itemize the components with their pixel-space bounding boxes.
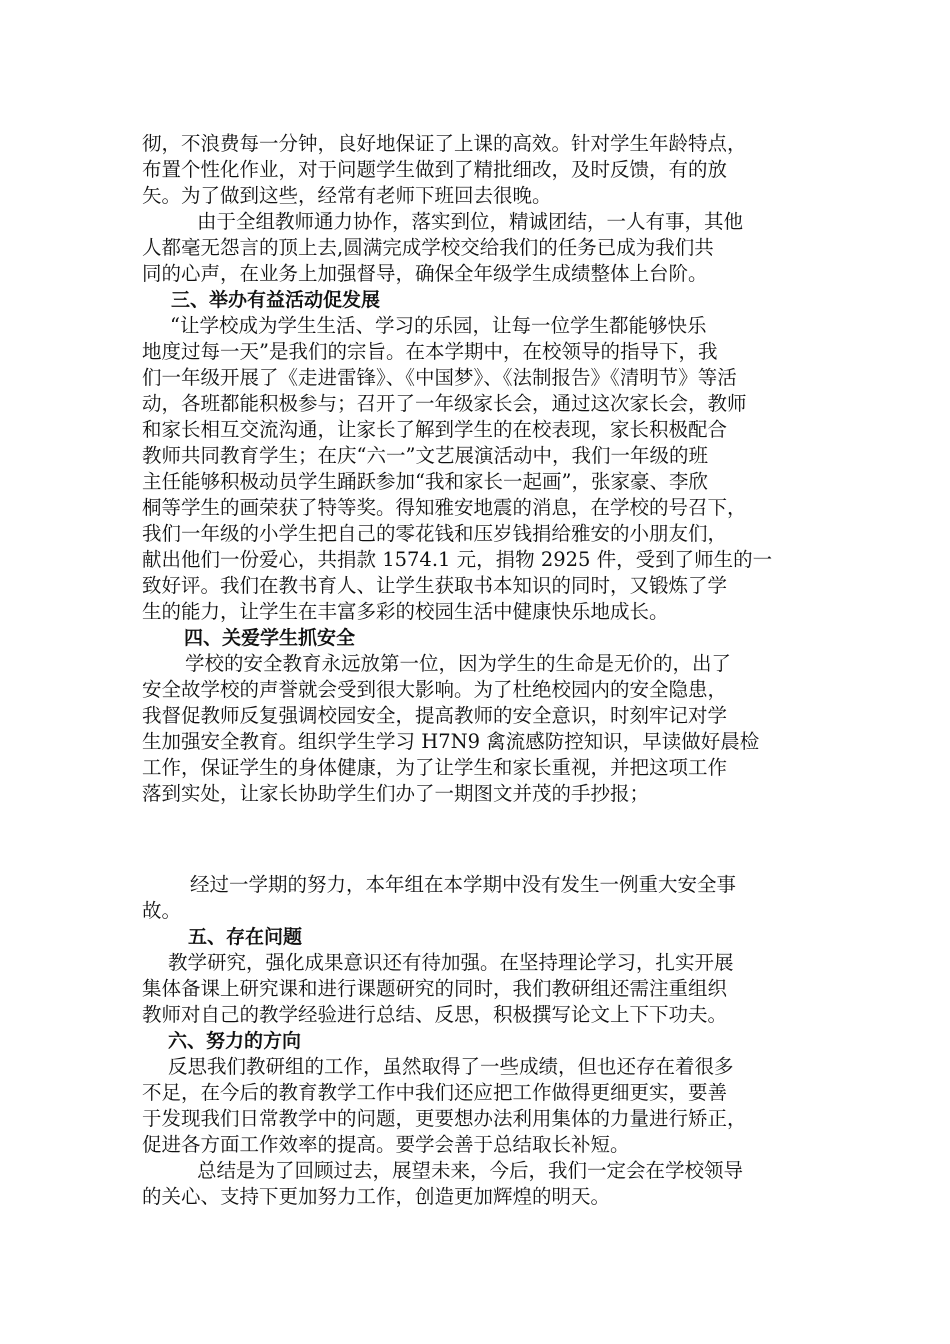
text-line: 主任能够积极动员学生踊跃参加“我和家长一起画”，张家豪、李欣: [142, 470, 708, 493]
section-heading: 五、存在问题: [188, 926, 303, 948]
text-line: 促进各方面工作效率的提高。要学会善于总结取长补短。: [142, 1133, 630, 1156]
text-line: 动，各班都能积极参与；召开了一年级家长会，通过这次家长会，教师: [142, 392, 747, 415]
text-line: 桐等学生的画荣获了特等奖。得知雅安地震的消息，在学校的号召下，: [142, 496, 747, 519]
text-line: 矢。为了做到这些，经常有老师下班回去很晚。: [142, 184, 552, 207]
paragraph-first-line: 由于全组教师通力协作，落实到位，精诚团结，一人有事，其他: [197, 210, 744, 233]
section-heading: 三、举办有益活动促发展: [171, 289, 381, 311]
text-line: 同的心声，在业务上加强督导，确保全年级学生成绩整体上台阶。: [142, 262, 708, 285]
paragraph-first-line: 教学研究，强化成果意识还有待加强。在坚持理论学习，扎实开展: [168, 951, 734, 974]
text-line: 于发现我们日常教学中的问题，更要想办法利用集体的力量进行矫正，: [142, 1107, 747, 1130]
text-line: 们一年级开展了《走进雷锋》、《中国梦》、《法制报告》《清明节》等活: [142, 366, 737, 389]
text-line: 集体备课上研究课和进行课题研究的同时，我们教研组还需注重组织: [142, 977, 728, 1000]
section-heading: 四、关爱学生抓安全: [184, 627, 356, 649]
text-line: 落到实处，让家长协助学生们办了一期图文并茂的手抄报；: [142, 782, 650, 805]
text-line: 教师对自己的教学经验进行总结、反思，积极撰写论文上下下功夫。: [142, 1003, 728, 1026]
text-line: 工作，保证学生的身体健康，为了让学生和家长重视，并把这项工作: [142, 756, 728, 779]
text-line: 安全故学校的声誉就会受到很大影响。为了杜绝校园内的安全隐患，: [142, 678, 728, 701]
paragraph-first-line: 总结是为了回顾过去，展望未来，今后，我们一定会在学校领导: [197, 1159, 744, 1182]
text-line: 布置个性化作业，对于问题学生做到了精批细改，及时反馈，有的放: [142, 158, 728, 181]
text-line: 生加强安全教育。组织学生学习 H7N9 禽流感防控知识，早读做好晨检: [142, 730, 760, 753]
text-line: 不足，在今后的教育教学工作中我们还应把工作做得更细更实，要善: [142, 1081, 728, 1104]
paragraph-first-line: “让学校成为学生生活、学习的乐园，让每一位学生都能够快乐: [170, 314, 707, 337]
text-line: 彻，不浪费每一分钟，良好地保证了上课的高效。针对学生年龄特点，: [142, 132, 747, 155]
paragraph-first-line: 反思我们教研组的工作，虽然取得了一些成绩，但也还存在着很多: [168, 1055, 734, 1078]
text-line: 教师共同教育学生；在庆“六一”文艺展演活动中，我们一年级的班: [142, 444, 708, 467]
text-line: 生的能力，让学生在丰富多彩的校园生活中健康快乐地成长。: [142, 600, 669, 623]
text-line: 我们一年级的小学生把自己的零花钱和压岁钱捐给雅安的小朋友们，: [142, 522, 728, 545]
section-heading: 六、努力的方向: [168, 1030, 302, 1052]
text-line: 我督促教师反复强调校园安全，提高教师的安全意识，时刻牢记对学: [142, 704, 728, 727]
text-line: 人都毫无怨言的顶上去,圆满完成学校交给我们的任务已成为我们共: [142, 236, 714, 259]
text-line: 献出他们一份爱心，共捐款 1574.1 元，捐物 2925 件，受到了师生的一: [142, 548, 773, 571]
text-line: 和家长相互交流沟通，让家长了解到学生的在校表现，家长积极配合: [142, 418, 728, 441]
text-line: 故。: [142, 899, 182, 922]
text-line: 地度过每一天”是我们的宗旨。在本学期中，在校领导的指导下，我: [142, 340, 718, 363]
paragraph-first-line: 经过一学期的努力，本年组在本学期中没有发生一例重大安全事: [190, 873, 737, 896]
paragraph-first-line: 学校的安全教育永远放第一位，因为学生的生命是无价的，出了: [185, 652, 732, 675]
text-line: 的关心、支持下更加努力工作，创造更加辉煌的明天。: [142, 1185, 611, 1208]
text-line: 致好评。我们在教书育人、让学生获取书本知识的同时，又锻炼了学: [142, 574, 728, 597]
